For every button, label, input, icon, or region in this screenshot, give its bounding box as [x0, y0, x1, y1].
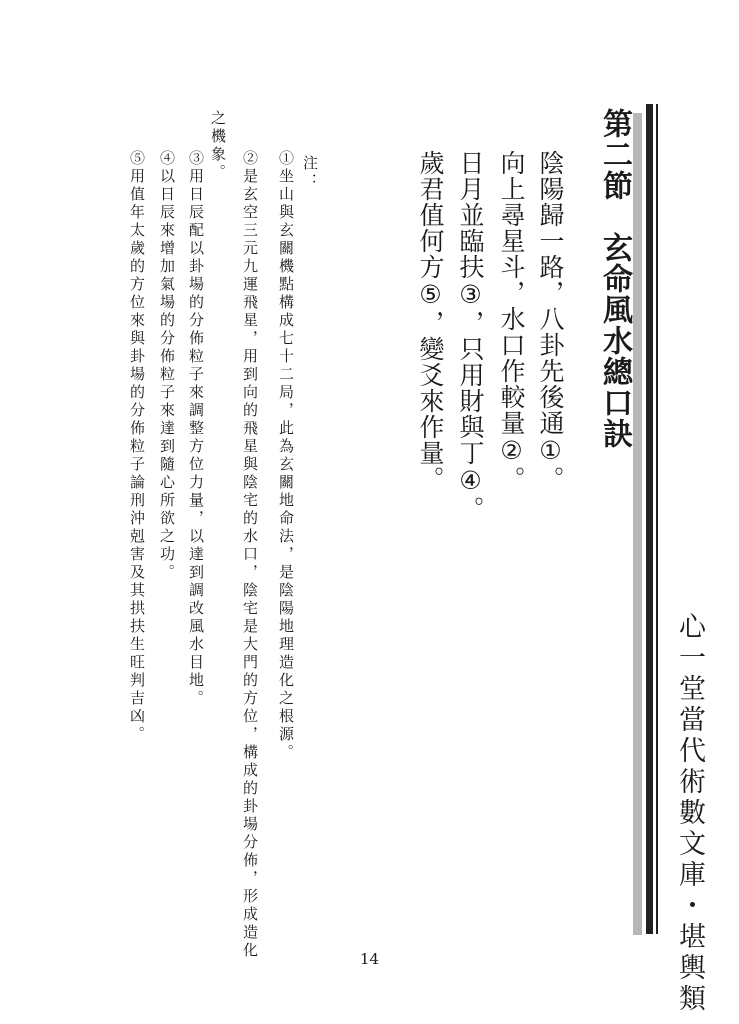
verse-line: 向上尋星斗，水口作較量②。	[497, 150, 526, 492]
verse-line: 歲君值何方⑤，變爻來作量。	[416, 150, 445, 492]
note-item-continuation: 之機象。	[209, 110, 227, 182]
thick-rule	[646, 104, 653, 934]
verse-line: 陰陽歸一路，八卦先後通①。	[536, 150, 565, 492]
note-item: ⑤用值年太歲的方位來與卦場的分佈粒子論刑沖剋害及其拱扶生旺判吉凶。	[128, 150, 146, 744]
note-item: ③用日辰配以卦場的分佈粒子來調整方位力量，以達到調改風水目地。	[187, 150, 205, 708]
note-item: ①坐山與玄關機點構成七十二局，此為玄關地命法，是陰陽地理造化之根源。	[277, 150, 295, 762]
note-item: ④以日辰來增加氣場的分佈粒子來達到隨心所欲之功。	[158, 150, 176, 582]
note-item: ②是玄空三元九運飛星，用到向的飛星與陰宅的水口，陰宅是大門的方位，構成的卦場分佈，形成造化	[241, 150, 259, 960]
series-title: 心一堂當代術數文庫・堪輿類	[674, 612, 705, 1015]
page-number: 14	[359, 950, 380, 968]
thin-rule	[656, 104, 658, 934]
verse-line: 日月並臨扶③，只用財與丁④。	[456, 150, 485, 522]
chapter-title: 第二節 玄命風水總口訣	[597, 108, 632, 449]
notes-label: 注：	[301, 155, 319, 191]
